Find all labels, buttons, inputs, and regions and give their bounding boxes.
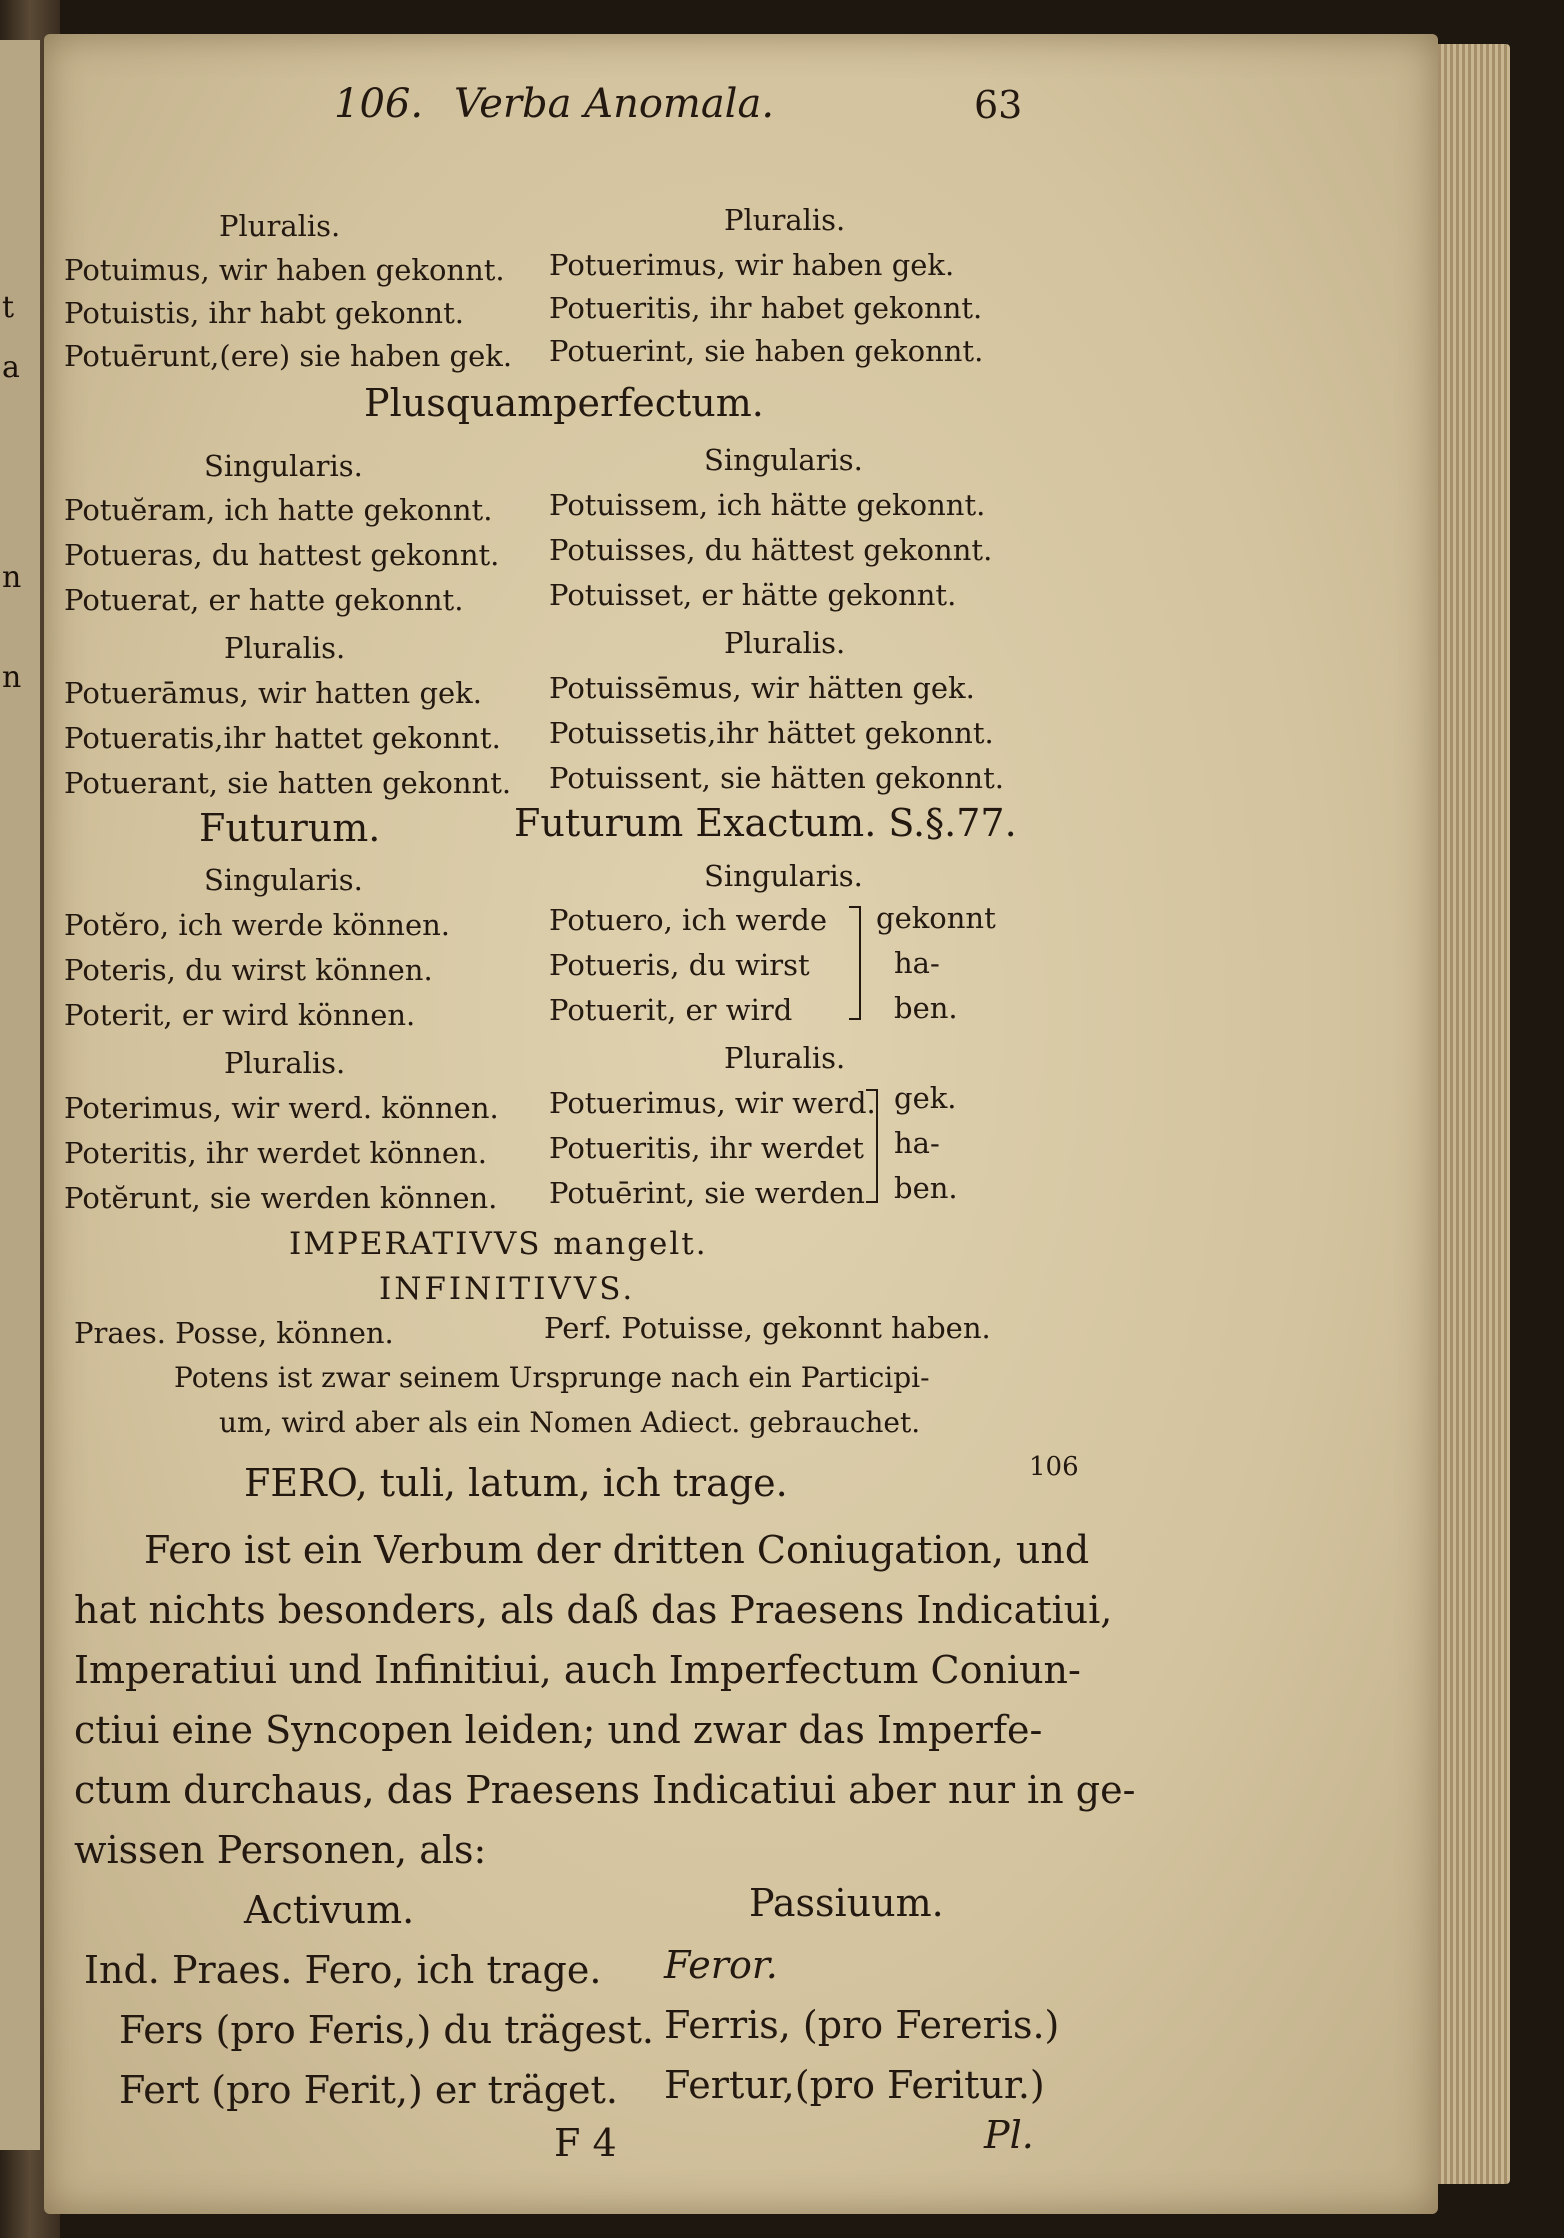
conj-line: Potuero, ich werde [549,903,828,937]
conj-line: Potuerāmus, wir hatten gek. [64,676,482,710]
margin-section-number: 106 [1029,1452,1079,1482]
conj-line: Poteritis, ihr werdet können. [64,1136,487,1170]
passivum-line: Feror. [664,1943,778,1987]
paragraph-line: hat nichts besonders, als daß das Praesens Indicatiui, [74,1588,1113,1632]
conj-line: Potuisses, du hättest gekonnt. [549,533,993,567]
page-edges [1438,44,1510,2184]
paragraph-line: ctiui eine Syncopen leiden; und zwar das Imperfe- [74,1708,1043,1752]
heading-passivum: Passiuum. [749,1881,944,1925]
activum-line: Ind. Praes. Fero, ich trage. [84,1948,602,1992]
paragraph-line: wissen Personen, als: [74,1828,487,1872]
heading-futurum-exactum: Futurum Exactum. S.§.77. [514,801,1017,845]
conj-line: Potuissēmus, wir hätten gek. [549,671,975,705]
facing-page-fragment: a [2,350,20,385]
conj-line: Potuērint, sie werden [549,1176,865,1210]
heading-singularis-right: Singularis. [704,443,863,477]
heading-pluralis-left: Pluralis. [224,1046,346,1080]
conj-line: Potuistis, ihr habt gekonnt. [64,296,464,330]
conj-line: Potuērunt,(ere) sie haben gek. [64,339,513,373]
note-line: Potens ist zwar seinem Ursprunge nach ein Participi- [174,1361,930,1394]
conj-line: Potuissetis,ihr hättet gekonnt. [549,716,994,750]
conj-line: Potĕrunt, sie werden können. [64,1181,498,1215]
page-number: 63 [974,83,1023,127]
brace [866,1089,878,1203]
heading-pluralis-left: Pluralis. [219,209,341,243]
aux-word: ben. [894,1171,958,1205]
heading-pluralis-left: Pluralis. [224,631,346,665]
paragraph-line: Fero ist ein Verbum der dritten Coniugation, und [144,1528,1090,1572]
heading-plusquamperfectum: Plusquamperfectum. [364,381,764,425]
heading-singularis-right: Singularis. [704,859,863,893]
conj-line: Potuerat, er hatte gekonnt. [64,583,464,617]
heading-pluralis-right: Pluralis. [724,626,846,660]
conj-line: Poteris, du wirst können. [64,953,433,987]
facing-page-fragment: t [2,290,15,325]
running-title: Verba Anomala. [454,81,775,127]
section-number: 106. [334,81,424,127]
heading-pluralis-right: Pluralis. [724,203,846,237]
catchword: Pl. [984,2113,1034,2157]
brace [849,906,861,1020]
heading-fero: FERO, tuli, latum, ich trage. [244,1461,788,1505]
conj-line: Potuerit, er wird [549,993,793,1027]
conj-line: Potuisset, er hätte gekonnt. [549,578,957,612]
conj-line: Potuerimus, wir haben gek. [549,248,955,282]
infinitive-perfect: Perf. Potuisse, gekonnt haben. [544,1311,991,1345]
aux-word: ben. [894,991,958,1025]
conj-line: Potueris, du wirst [549,948,810,982]
conj-line: Potueratis,ihr hattet gekonnt. [64,721,501,755]
activum-line: Fers (pro Feris,) du trägest. [119,2008,655,2052]
infinitive-present: Praes. Posse, können. [74,1316,394,1350]
conj-line: Potuerint, sie haben gekonnt. [549,334,984,368]
passivum-line: Ferris, (pro Fereris.) [664,2003,1060,2047]
conj-line: Potueritis, ihr werdet [549,1131,864,1165]
aux-word: gekonnt [876,901,996,935]
conj-line: Potĕro, ich werde können. [64,908,451,942]
heading-infinitivus: INFINITIVVS. [379,1271,636,1307]
aux-word: gek. [894,1081,957,1115]
heading-pluralis-right: Pluralis. [724,1041,846,1075]
conj-line: Potuĕram, ich hatte gekonnt. [64,493,493,527]
facing-page-fragment: n [2,660,22,695]
aux-word: ha- [894,1126,940,1160]
paragraph-line: Imperatiui und Infinitiui, auch Imperfectum Coniun- [74,1648,1081,1692]
conj-line: Potuimus, wir haben gekonnt. [64,253,505,287]
conj-line: Poterimus, wir werd. können. [64,1091,499,1125]
passivum-line: Fertur,(pro Feritur.) [664,2063,1045,2107]
conj-line: Poterit, er wird können. [64,998,416,1032]
conj-line: Potuerant, sie hatten gekonnt. [64,766,512,800]
conj-line: Potuerimus, wir werd. [549,1086,876,1120]
aux-word: ha- [894,946,940,980]
facing-page-fragment: n [2,560,22,595]
imperativus-line: IMPERATIVVS mangelt. [289,1226,708,1262]
activum-line: Fert (pro Ferit,) er träget. [119,2068,618,2112]
heading-singularis-left: Singularis. [204,449,363,483]
heading-activum: Activum. [244,1888,415,1932]
note-line: um, wird aber als ein Nomen Adiect. gebrauchet. [219,1406,921,1439]
book-page [44,34,1438,2214]
conj-line: Potuissem, ich hätte gekonnt. [549,488,986,522]
conj-line: Potueritis, ihr habet gekonnt. [549,291,983,325]
heading-singularis-left: Singularis. [204,863,363,897]
signature-mark: F 4 [554,2121,617,2165]
conj-line: Potuissent, sie hätten gekonnt. [549,761,1004,795]
heading-futurum: Futurum. [199,806,381,850]
paragraph-line: ctum durchaus, das Praesens Indicatiui aber nur in ge- [74,1768,1136,1812]
conj-line: Potueras, du hattest gekonnt. [64,538,500,572]
